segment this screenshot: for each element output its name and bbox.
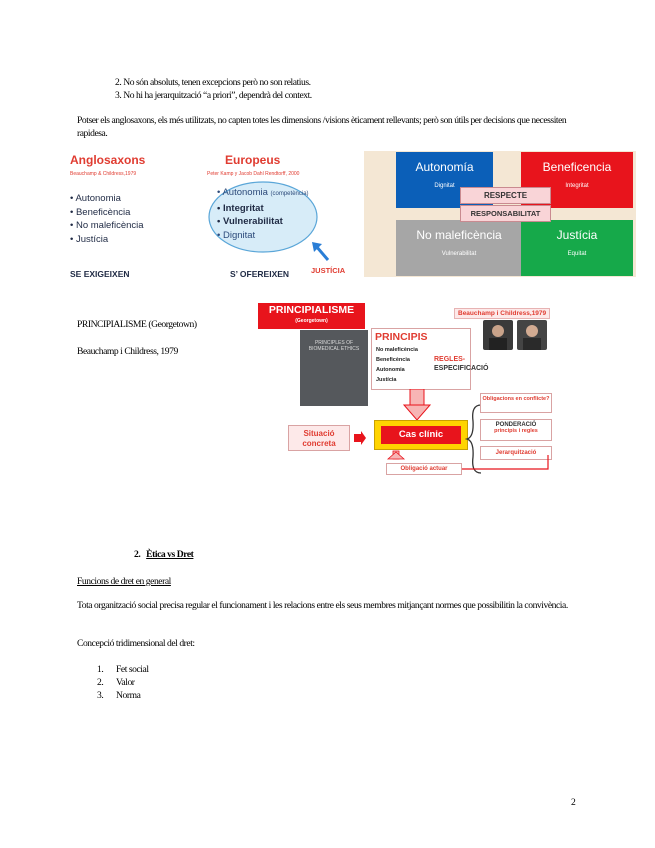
anglo-list xyxy=(70,192,144,246)
subheading: Funcions de dret en general xyxy=(77,576,171,587)
authors-label: Beauchamp i Childress,1979 xyxy=(454,308,550,319)
matrix-justicia: Justícia Equitat xyxy=(521,220,633,276)
principi-item: Beneficència xyxy=(376,357,410,363)
down-arrow-icon xyxy=(403,389,431,421)
situacio-box: Situació concreta xyxy=(288,425,350,451)
respecte-box: RESPECTE xyxy=(460,187,551,204)
euro-item: • Dignitat xyxy=(217,229,256,241)
anglo-item: • No maleficència xyxy=(70,220,144,231)
principi-item: Autonomia xyxy=(376,367,405,373)
obligacions-box: Obligacions en conflicte? xyxy=(480,393,552,413)
section-paragraph: Tota organització social precisa regular el funcionament i les relacions entre els seus membres mitjançant normes que possibilitin la convivència. xyxy=(77,600,568,611)
euro-item: • Vulnerabilitat xyxy=(217,216,283,227)
anglo-item: • Beneficència xyxy=(70,206,131,218)
author-photo-childress xyxy=(517,320,547,350)
matrix-beneficencia: Beneficencia Integritat xyxy=(521,152,633,208)
principi-item: No maleficència xyxy=(376,347,418,353)
intro-paragraph: Potser els anglosaxons, els més utilitzats, no capten totes les dimensions /visions èticament rellevants; però son útils per decisions que necessiten rapidesa. xyxy=(77,115,567,139)
justicia-label: JUSTÍCIA xyxy=(311,266,346,275)
list-item: 1. Fet social xyxy=(97,664,149,675)
anglo-footer: SE EXIGEIXEN xyxy=(70,269,130,279)
intro-item-3: 3. No hi ha jerarquització “a priori”, dependrà del context. xyxy=(115,90,312,101)
principi-item: Justícia xyxy=(376,377,397,383)
anglo-source: Beauchamp & Childress,1979 xyxy=(70,171,137,177)
euro-item: • Integritat xyxy=(217,202,264,214)
concepcio-line: Concepció tridimensional del dret: xyxy=(77,638,195,649)
euro-list xyxy=(217,186,309,242)
principis-box: PRINCIPIS No maleficència Beneficència Autonomia Justícia xyxy=(371,328,471,390)
obligacio-actuar-box: Obligació actuar xyxy=(386,463,462,475)
authors-line: Beauchamp i Childress, 1979 xyxy=(77,346,178,357)
principialisme-line: PRINCIPIALISME (Georgetown) xyxy=(77,319,197,330)
cas-clinic-label: Cas clínic xyxy=(381,426,461,444)
figure-anglo-europeus xyxy=(65,150,365,285)
matrix-autonomia: Autonomía Dignitat xyxy=(396,152,493,208)
right-arrow-icon xyxy=(353,431,367,445)
responsabilitat-box: RESPONSABILITAT xyxy=(460,205,551,222)
book-cover-image: PRINCIPLES OF BIOMEDICAL ETHICS xyxy=(300,330,368,406)
euro-item: • Autonomia (competència) xyxy=(217,187,309,198)
ponderacio-box: PONDERACIÓ principis i regles xyxy=(480,419,552,441)
arrow-icon xyxy=(310,240,332,264)
principles-matrix xyxy=(364,151,636,277)
matrix-no-maleficencia: No maleficència Vulnerabilitat xyxy=(396,220,522,276)
page-number: 2 xyxy=(571,797,576,808)
principialisme-banner: PRINCIPIALISME (Georgetown) xyxy=(258,303,365,329)
figure-principialisme xyxy=(258,303,583,483)
regles-label: REGLES- ESPECIFICACIÓ xyxy=(434,356,489,372)
jerarquitzacio-box: Jerarquització xyxy=(480,446,552,460)
euro-source: Peter Kamp y Jacob Dahl Rendtorff, 2000 xyxy=(207,171,300,177)
anglo-item: • Autonomia xyxy=(70,193,121,204)
anglo-title: Anglosaxons xyxy=(70,153,146,167)
anglo-item: • Justícia xyxy=(70,233,109,245)
list-item: 2. Valor xyxy=(97,677,135,688)
cas-clinic-outer xyxy=(374,420,468,450)
euro-footer: S’ OFEREIXEN xyxy=(230,269,290,279)
concepcio-list xyxy=(97,663,149,702)
author-photo-beauchamp xyxy=(483,320,513,350)
euro-title: Europeus xyxy=(225,153,281,167)
intro-item-2: 2. No són absoluts, tenen excepcions però no son relatius. xyxy=(115,77,311,88)
list-item: 3. Norma xyxy=(97,690,141,701)
section-heading: 2. Ètica vs Dret xyxy=(134,549,194,560)
